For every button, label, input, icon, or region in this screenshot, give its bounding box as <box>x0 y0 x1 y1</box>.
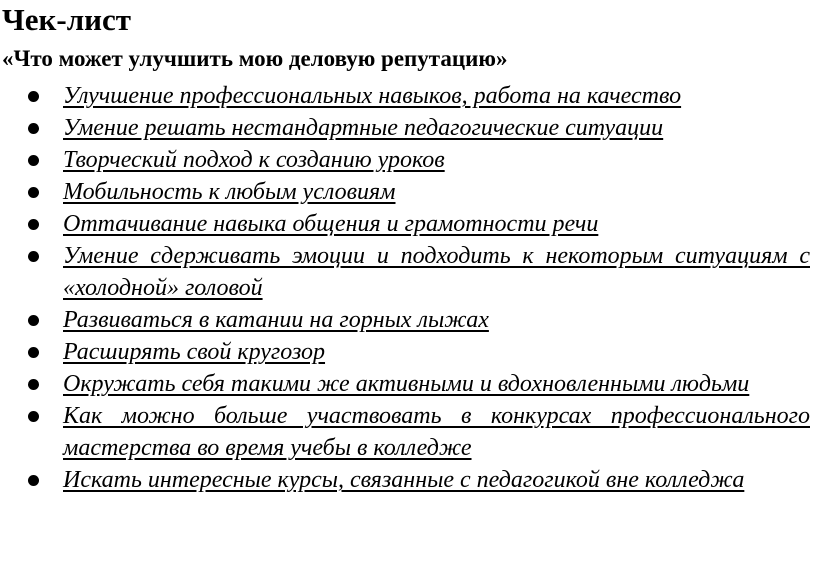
bullet-icon <box>28 475 39 486</box>
bullet-icon <box>28 315 39 326</box>
checklist-item <box>0 336 810 368</box>
checklist-item-text: Расширять свой кругозор <box>63 339 326 365</box>
checklist-item-text: Умение решать нестандартные педагогические ситуации <box>63 115 664 141</box>
checklist-item <box>0 304 810 336</box>
checklist-item-text: Творческий подход к созданию уроков <box>63 147 445 173</box>
page-title: Чек-лист <box>2 2 131 37</box>
bullet-icon <box>28 347 39 358</box>
checklist-item <box>0 112 810 144</box>
checklist-item <box>0 400 810 464</box>
checklist-item <box>0 464 810 496</box>
checklist-item <box>0 176 810 208</box>
bullet-icon <box>28 411 39 422</box>
checklist-item-text: Как можно больше участвовать в конкурсах профессионального мастерства во время учебы в колледже <box>63 403 810 461</box>
checklist-item <box>0 368 810 400</box>
bullet-icon <box>28 91 39 102</box>
checklist-item-text: Искать интересные курсы, связанные с педагогикой вне колледжа <box>63 467 745 493</box>
checklist-item-text: Развиваться в катании на горных лыжах <box>63 307 489 333</box>
checklist-item-text: Умение сдерживать эмоции и подходить к некоторым ситуациям с «холодной» головой <box>63 243 810 301</box>
bullet-icon <box>28 219 39 230</box>
checklist-item <box>0 80 810 112</box>
checklist-item <box>0 240 810 304</box>
bullet-icon <box>28 251 39 262</box>
bullet-icon <box>28 123 39 134</box>
bullet-icon <box>28 155 39 166</box>
checklist-item-text: Улучшение профессиональных навыков, работа на качество <box>63 83 682 109</box>
checklist <box>0 80 816 496</box>
checklist-item-text: Оттачивание навыка общения и грамотности речи <box>63 211 599 237</box>
bullet-icon <box>28 379 39 390</box>
page-subtitle: «Что может улучшить мою деловую репутацию» <box>2 46 508 71</box>
checklist-item <box>0 208 810 240</box>
checklist-item-text: Окружать себя такими же активными и вдохновленными людьми <box>63 371 750 397</box>
checklist-item <box>0 144 810 176</box>
bullet-icon <box>28 187 39 198</box>
checklist-item-text: Мобильность к любым условиям <box>63 179 396 205</box>
